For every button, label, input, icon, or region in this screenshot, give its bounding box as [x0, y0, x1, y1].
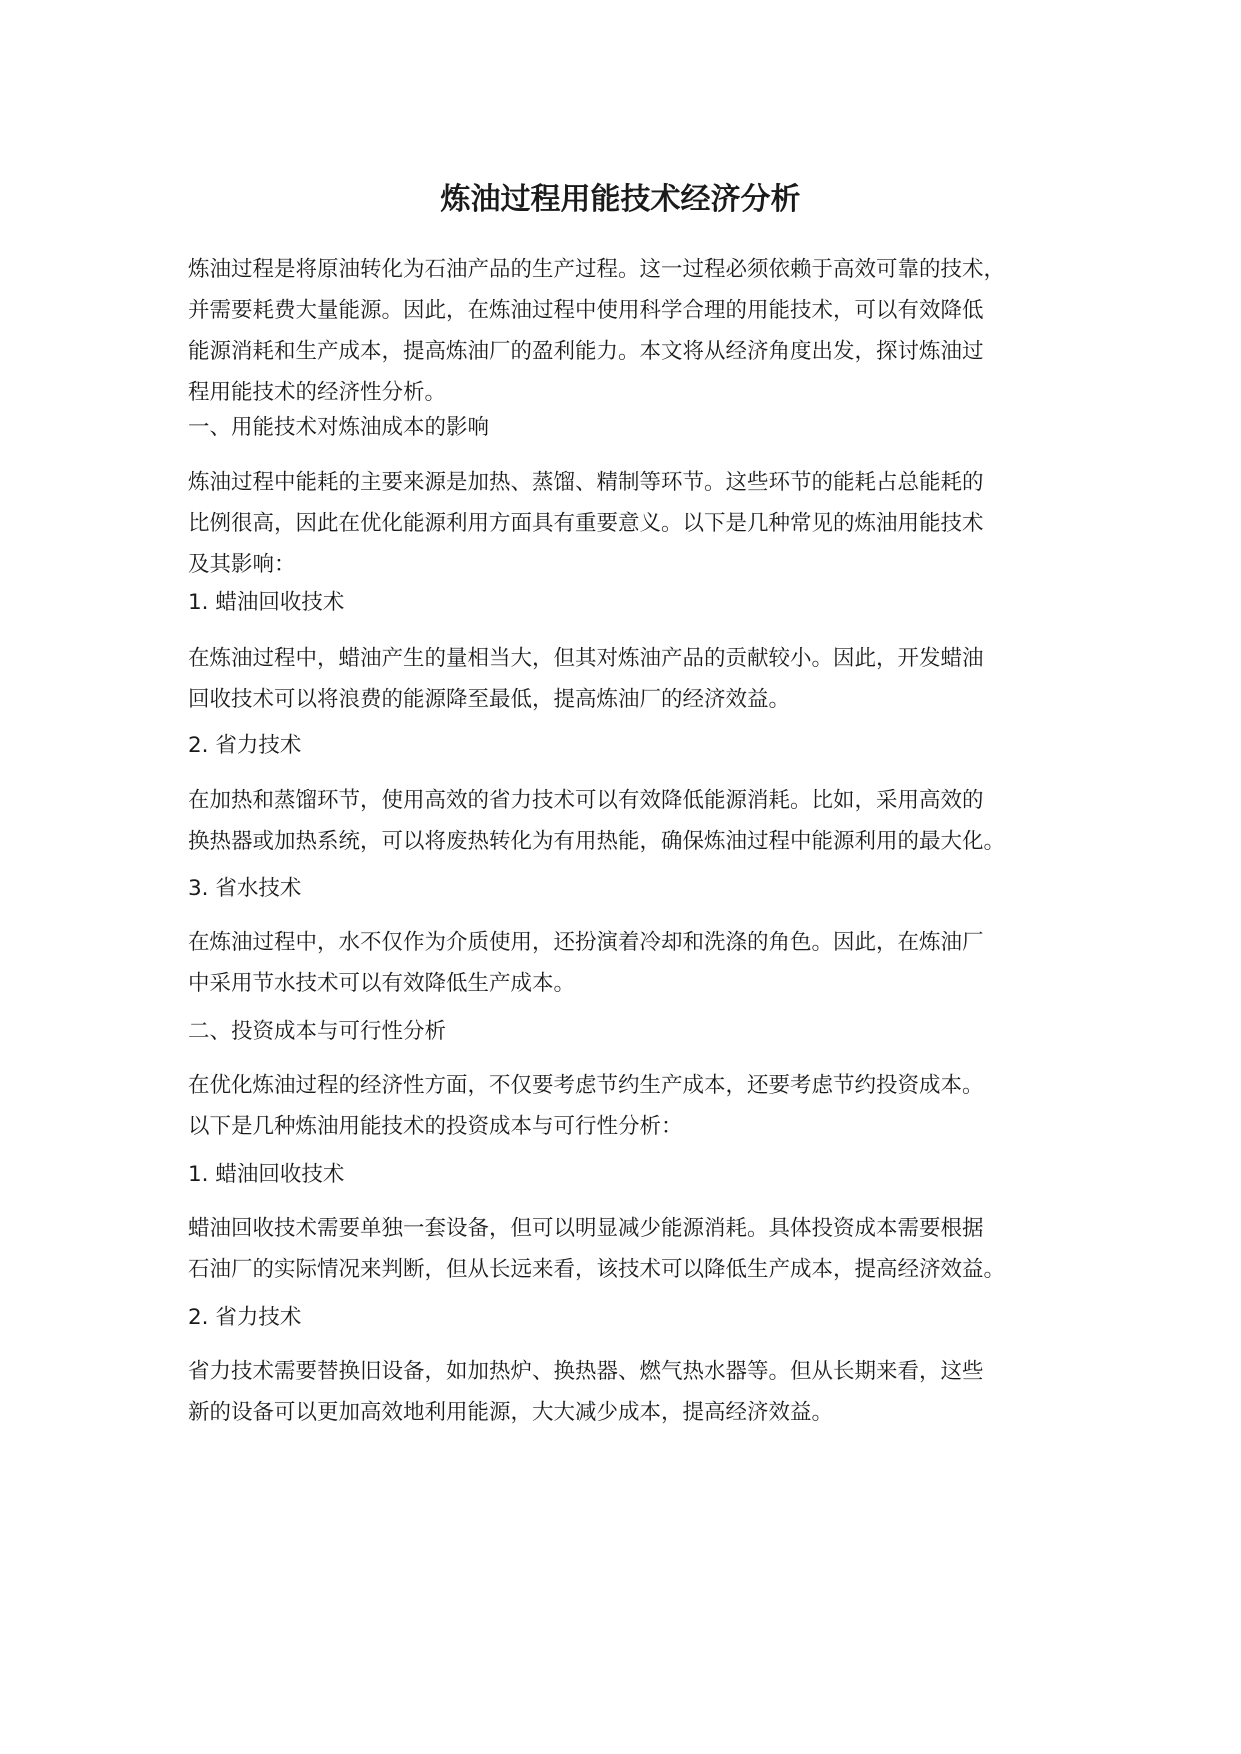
- s2-item2-heading: [188, 1297, 1088, 1338]
- paragraph-line: 蜡油回收技术需要单独一套设备，但可以明显减少能源消耗。具体投资成本需要根据: [188, 1216, 984, 1241]
- paragraph-line: 新的设备可以更加高效地利用能源，大大减少成本，提高经济效益。: [188, 1400, 834, 1425]
- paragraph-line: 以下是几种炼油用能技术的投资成本与可行性分析：: [188, 1114, 683, 1139]
- item-heading-text: 2. 省力技术: [188, 1305, 302, 1330]
- item-heading-text: 3. 省水技术: [188, 876, 302, 901]
- section-heading-text: 一、用能技术对炼油成本的影响: [188, 415, 490, 440]
- s2-item2-paragraph: [188, 1351, 1088, 1433]
- paragraph-line: 在炼油过程中，蜡油产生的量相当大，但其对炼油产品的贡献较小。因此，开发蜡油: [188, 646, 984, 671]
- section1-heading: [188, 407, 1088, 448]
- item-heading-text: 2. 省力技术: [188, 733, 302, 758]
- paragraph-line: 在炼油过程中，水不仅作为介质使用，还扮演着冷却和洗涤的角色。因此，在炼油厂: [188, 930, 984, 955]
- s1-item2-heading: [188, 725, 1088, 766]
- paragraph-line: 中采用节水技术可以有效降低生产成本。: [188, 971, 576, 996]
- document-title: 炼油过程用能技术经济分析: [440, 182, 801, 217]
- intro-line: 并需要耗费大量能源。因此，在炼油过程中使用科学合理的用能技术，可以有效降低: [188, 298, 984, 323]
- paragraph-line: 在加热和蒸馏环节，使用高效的省力技术可以有效降低能源消耗。比如，采用高效的: [188, 788, 984, 813]
- item-heading-text: 1. 蜡油回收技术: [188, 1162, 345, 1187]
- paragraph-line: 换热器或加热系统，可以将废热转化为有用热能，确保炼油过程中能源利用的最大化。: [188, 829, 1006, 854]
- intro-line: 能源消耗和生产成本，提高炼油厂的盈利能力。本文将从经济角度出发，探讨炼油过: [188, 339, 984, 364]
- s2-item1-paragraph: [188, 1208, 1088, 1290]
- s1-item3-paragraph: [188, 922, 1088, 1004]
- s1-item3-heading: [188, 868, 1088, 909]
- paragraph-line: 回收技术可以将浪费的能源降至最低，提高炼油厂的经济效益。: [188, 687, 791, 712]
- section2-heading: [188, 1011, 1088, 1052]
- item-heading-text: 1. 蜡油回收技术: [188, 590, 345, 615]
- paragraph-line: 炼油过程中能耗的主要来源是加热、蒸馏、精制等环节。这些环节的能耗占总能耗的: [188, 470, 984, 495]
- s1-item1-heading: [188, 582, 1088, 623]
- s1-item2-paragraph: [188, 780, 1088, 862]
- s1-item1-paragraph: [188, 638, 1088, 720]
- section1-paragraph: [188, 462, 1088, 585]
- paragraph-line: 省力技术需要替换旧设备，如加热炉、换热器、燃气热水器等。但从长期来看，这些: [188, 1359, 984, 1384]
- s2-item1-heading: [188, 1154, 1088, 1195]
- section-heading-text: 二、投资成本与可行性分析: [188, 1019, 447, 1044]
- paragraph-line: 在优化炼油过程的经济性方面，不仅要考虑节约生产成本，还要考虑节约投资成本。: [188, 1073, 984, 1098]
- paragraph-line: 比例很高，因此在优化能源利用方面具有重要意义。以下是几种常见的炼油用能技术: [188, 511, 984, 536]
- section2-paragraph: [188, 1065, 1088, 1147]
- paragraph-line: 石油厂的实际情况来判断，但从长远来看，该技术可以降低生产成本，提高经济效益。: [188, 1257, 1006, 1282]
- paragraph-line: 及其影响：: [188, 552, 296, 577]
- intro-line: 程用能技术的经济性分析。: [188, 380, 447, 405]
- intro-paragraph: [188, 249, 1088, 413]
- intro-line: 炼油过程是将原油转化为石油产品的生产过程。这一过程必须依赖于高效可靠的技术，: [188, 257, 1006, 282]
